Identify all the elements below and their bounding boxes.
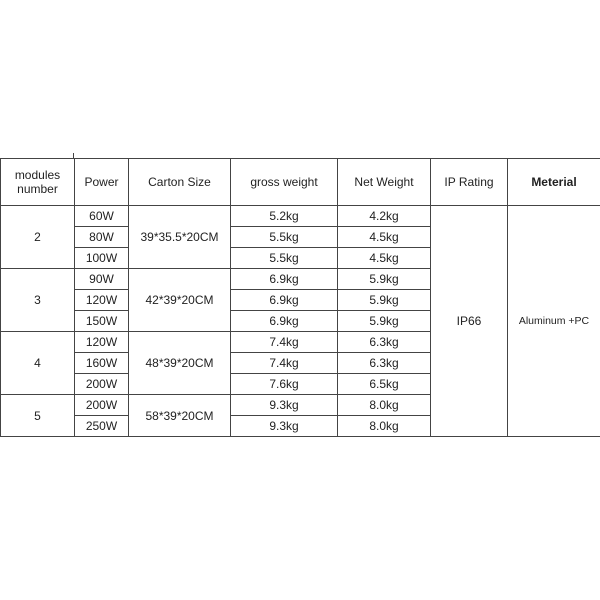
net-weight-cell: 6.5kg: [338, 374, 431, 395]
modules-cell: 2: [1, 206, 75, 269]
header-carton-size: Carton Size: [129, 159, 231, 206]
net-weight-cell: 5.9kg: [338, 290, 431, 311]
power-cell: 120W: [75, 332, 129, 353]
header-ip-rating: IP Rating: [431, 159, 508, 206]
gross-weight-cell: 5.5kg: [231, 248, 338, 269]
gross-weight-cell: 7.4kg: [231, 332, 338, 353]
material-cell: Aluminum +PC: [508, 206, 600, 437]
gross-weight-cell: 9.3kg: [231, 416, 338, 437]
gross-weight-cell: 7.6kg: [231, 374, 338, 395]
power-cell: 60W: [75, 206, 129, 227]
header-power: Power: [75, 159, 129, 206]
carton-size-cell: 42*39*20CM: [129, 269, 231, 332]
power-cell: 90W: [75, 269, 129, 290]
net-weight-cell: 5.9kg: [338, 269, 431, 290]
gross-weight-cell: 6.9kg: [231, 290, 338, 311]
power-cell: 150W: [75, 311, 129, 332]
power-cell: 120W: [75, 290, 129, 311]
header-net-weight: Net Weight: [338, 159, 431, 206]
gross-weight-cell: 6.9kg: [231, 269, 338, 290]
table-row: [1, 206, 600, 227]
ip-rating-cell: IP66: [431, 206, 508, 437]
carton-size-cell: 48*39*20CM: [129, 332, 231, 395]
carton-size-cell: 58*39*20CM: [129, 395, 231, 437]
header-material: Meterial: [508, 159, 600, 206]
header-gross-weight: gross weight: [231, 159, 338, 206]
net-weight-cell: 4.5kg: [338, 227, 431, 248]
net-weight-cell: 6.3kg: [338, 353, 431, 374]
power-cell: 100W: [75, 248, 129, 269]
modules-cell: 4: [1, 332, 75, 395]
power-cell: 80W: [75, 227, 129, 248]
net-weight-cell: 4.2kg: [338, 206, 431, 227]
net-weight-cell: 5.9kg: [338, 311, 431, 332]
net-weight-cell: 4.5kg: [338, 248, 431, 269]
power-cell: 200W: [75, 374, 129, 395]
power-cell: 250W: [75, 416, 129, 437]
gross-weight-cell: 6.9kg: [231, 311, 338, 332]
modules-cell: 3: [1, 269, 75, 332]
gross-weight-cell: 5.2kg: [231, 206, 338, 227]
gross-weight-cell: 5.5kg: [231, 227, 338, 248]
header-modules-number: modules number: [1, 159, 75, 206]
power-cell: 160W: [75, 353, 129, 374]
power-cell: 200W: [75, 395, 129, 416]
gross-weight-cell: 9.3kg: [231, 395, 338, 416]
modules-cell: 5: [1, 395, 75, 437]
spec-table: [0, 158, 600, 437]
gross-weight-cell: 7.4kg: [231, 353, 338, 374]
header-row: [1, 159, 600, 206]
net-weight-cell: 6.3kg: [338, 332, 431, 353]
net-weight-cell: 8.0kg: [338, 416, 431, 437]
carton-size-cell: 39*35.5*20CM: [129, 206, 231, 269]
net-weight-cell: 8.0kg: [338, 395, 431, 416]
